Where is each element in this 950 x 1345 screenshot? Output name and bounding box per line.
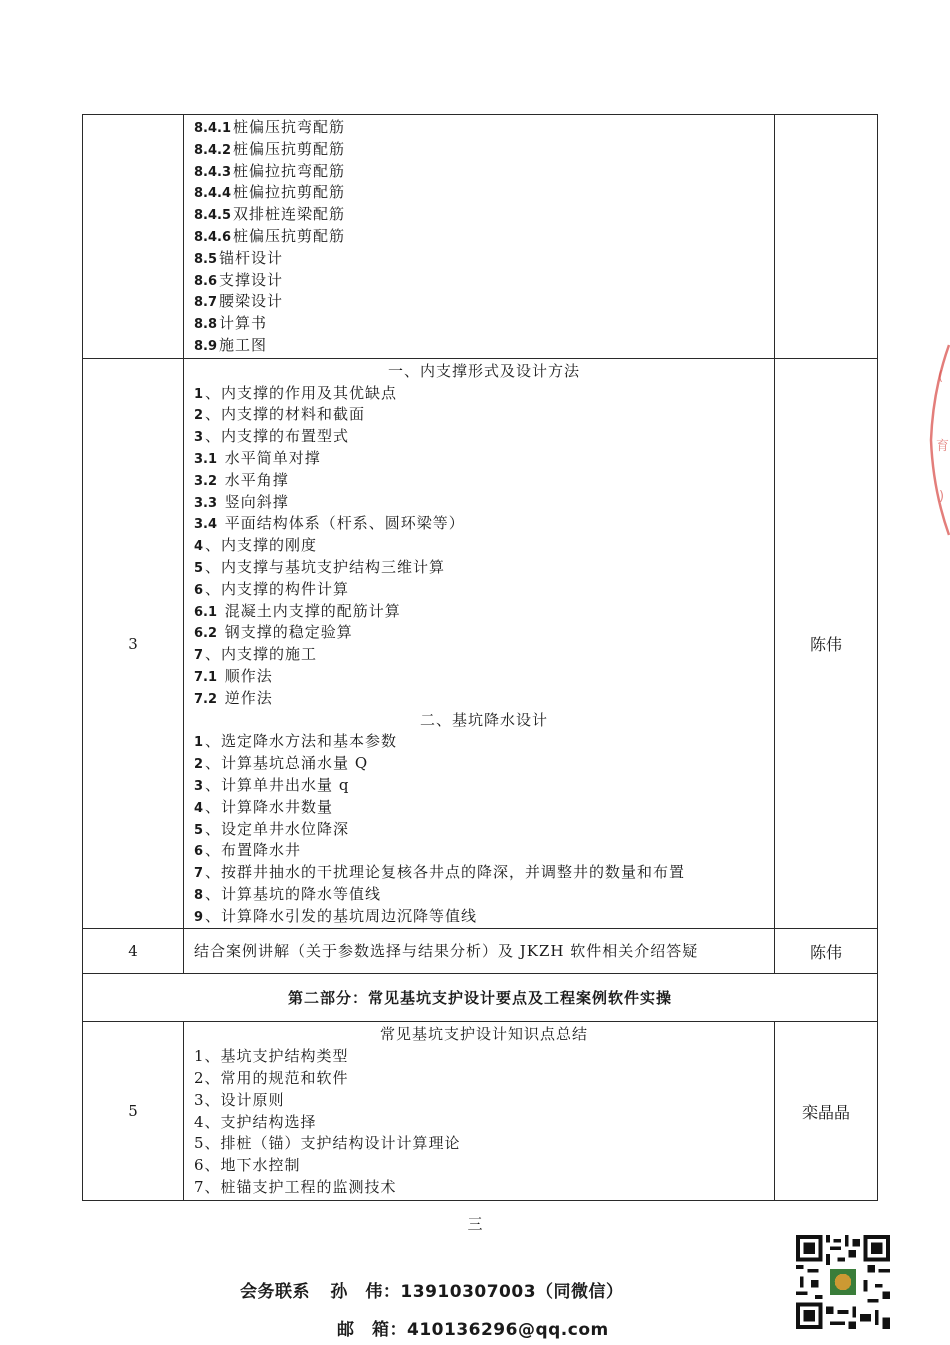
list-item: 8.4.5 双排桩连梁配筋 xyxy=(194,205,346,224)
contact-email-line xyxy=(337,1315,609,1340)
contact-label: 会务联系 xyxy=(240,1282,310,1302)
section-heading: 常见基坑支护设计知识点总结 xyxy=(379,1025,588,1044)
row-content xyxy=(184,358,775,929)
contact-name: 孙 伟： xyxy=(330,1282,401,1302)
list-item: 3、设计原则 xyxy=(194,1090,285,1109)
list-item: 6.1 混凝土内支撑的配筋计算 xyxy=(194,601,401,620)
list-item: 6.2 钢支撑的稳定验算 xyxy=(194,623,353,642)
list-item: 6、地下水控制 xyxy=(194,1156,301,1175)
list-item: 8.4.2 桩偏压抗剪配筋 xyxy=(194,139,346,158)
list-item: 8 、计算基坑的降水等值线 xyxy=(194,884,382,903)
list-item: 6 、布置降水井 xyxy=(194,841,302,860)
email-label: 邮 箱： xyxy=(337,1320,407,1340)
lecturer-cell: 陈伟 xyxy=(775,929,878,974)
row-content xyxy=(184,1022,775,1200)
list-item: 4 、计算降水井数量 xyxy=(194,797,334,816)
list-item: 2 、内支撑的材料和截面 xyxy=(194,405,366,424)
list-item: 1、基坑支护结构类型 xyxy=(194,1047,349,1066)
list-item: 7.2 逆作法 xyxy=(194,688,273,707)
list-item: 1 、内支撑的作用及其优缺点 xyxy=(194,383,398,402)
row-number: 3 xyxy=(83,358,184,929)
list-item: 8.4.3 桩偏拉抗弯配筋 xyxy=(194,161,346,180)
section-heading: 一、内支撑形式及设计方法 xyxy=(387,361,580,380)
svg-text:): ) xyxy=(939,489,945,504)
table-row xyxy=(83,115,878,359)
list-item: 5、排桩（锚）支护结构设计计算理论 xyxy=(194,1134,461,1153)
table-row xyxy=(83,929,878,974)
page-number: 三 xyxy=(467,1215,483,1233)
list-item: 6 、内支撑的构件计算 xyxy=(194,579,350,598)
contact-phone-line xyxy=(240,1277,624,1302)
email-address: 410136296@qq.com xyxy=(407,1320,609,1340)
list-item: 2、常用的规范和软件 xyxy=(194,1069,349,1088)
table-row xyxy=(83,1022,878,1200)
part-heading: 第二部分：常见基坑支护设计要点及工程案例软件实操 xyxy=(83,974,878,1022)
row-number: 5 xyxy=(83,1022,184,1200)
list-item: 3 、内支撑的布置型式 xyxy=(194,427,350,446)
list-item: 4 、内支撑的刚度 xyxy=(194,536,318,555)
list-item: 4、支护结构选择 xyxy=(194,1112,317,1131)
list-item: 1 、选定降水方法和基本参数 xyxy=(194,732,398,751)
list-item: 2 、计算基坑总涌水量 Q xyxy=(194,754,369,773)
list-item: 3.2 水平角撑 xyxy=(194,470,289,489)
list-item: 结合案例讲解（关于参数选择与结果分析）及 JKZH 软件相关介绍答疑 xyxy=(194,942,699,961)
list-item: 8.8 计算书 xyxy=(194,314,268,333)
list-item: 8.5 锚杆设计 xyxy=(194,248,284,267)
list-item: 8.7 腰梁设计 xyxy=(194,292,284,311)
list-item: 7 、内支撑的施工 xyxy=(194,645,318,664)
red-seal-stamp-icon xyxy=(925,340,950,540)
list-item: 3.3 竖向斜撑 xyxy=(194,492,289,511)
list-item: 7 、按群井抽水的干扰理论复核各井点的降深，并调整井的数量和布置 xyxy=(194,863,686,882)
list-item: 8.6 支撑设计 xyxy=(194,270,284,289)
list-item: 3 、计算单井出水量 q xyxy=(194,775,350,794)
list-item: 8.9 施工图 xyxy=(194,335,268,354)
table-row xyxy=(83,358,878,929)
list-item: 3.4 平面结构体系（杆系、圆环梁等） xyxy=(194,514,465,533)
list-item: 8.4.6 桩偏压抗剪配筋 xyxy=(194,226,346,245)
svg-text:育: 育 xyxy=(936,439,950,454)
list-item: 5 、设定单井水位降深 xyxy=(194,819,350,838)
row-number: 4 xyxy=(83,929,184,974)
svg-text:(: ( xyxy=(938,369,944,384)
list-item: 7.1 顺作法 xyxy=(194,666,273,685)
list-item: 3.1 水平简单对撑 xyxy=(194,448,321,467)
lecturer-cell: 栾晶晶 xyxy=(775,1022,878,1200)
section-heading: 二、基坑降水设计 xyxy=(419,710,548,729)
lecturer-cell xyxy=(775,115,878,359)
row-content xyxy=(184,929,775,974)
table-row xyxy=(83,974,878,1022)
row-content xyxy=(184,115,775,359)
qr-code-icon xyxy=(796,1235,890,1329)
list-item: 8.4.4 桩偏拉抗剪配筋 xyxy=(194,183,346,202)
syllabus-table xyxy=(82,114,878,1201)
lecturer-cell: 陈伟 xyxy=(775,358,878,929)
list-item: 8.4.1 桩偏压抗弯配筋 xyxy=(194,118,346,136)
contact-phone: 13910307003（同微信） xyxy=(400,1282,624,1302)
list-item: 7、桩锚支护工程的监测技术 xyxy=(194,1178,397,1197)
list-item: 5 、内支撑与基坑支护结构三维计算 xyxy=(194,557,446,576)
row-number xyxy=(83,115,184,359)
list-item: 9 、计算降水引发的基坑周边沉降等值线 xyxy=(194,906,478,925)
